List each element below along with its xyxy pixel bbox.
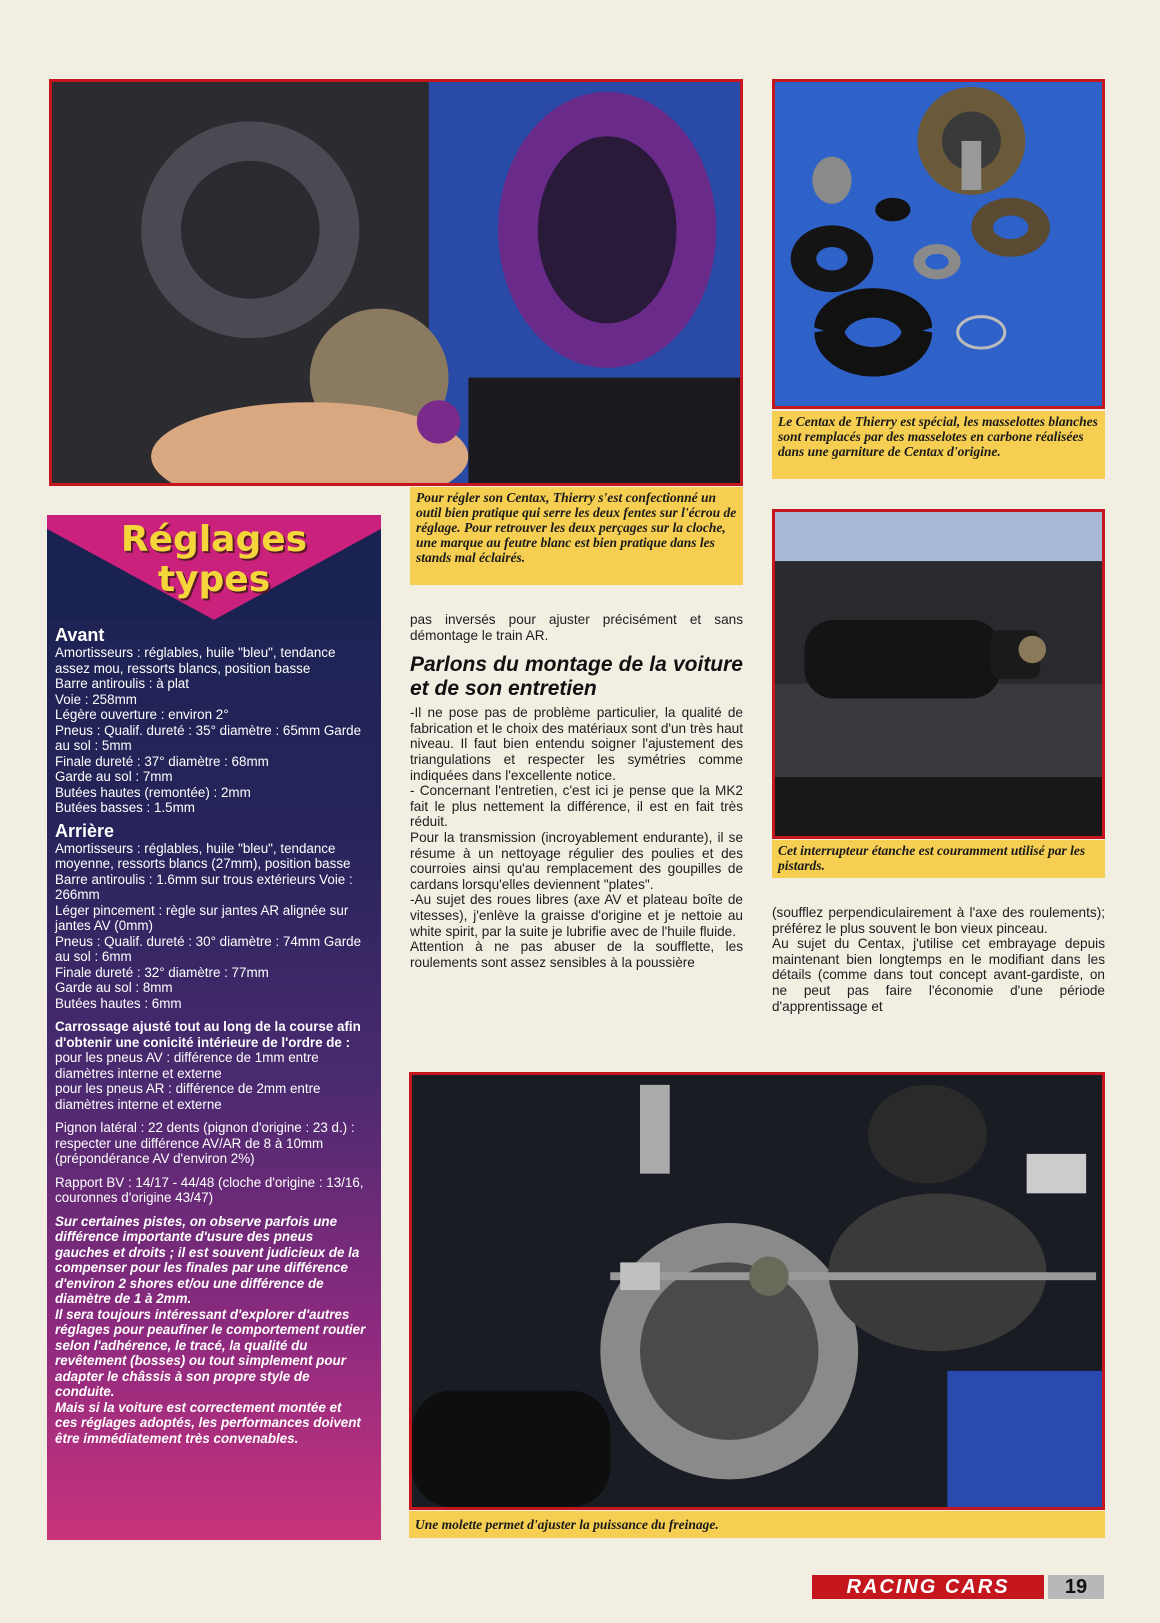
arriere-line: Amortisseurs : réglables, huile "bleu", tendance moyenne, ressorts blancs (27mm), position basse xyxy=(55,840,351,871)
avant-line: Amortisseurs : réglables, huile "bleu", tendance assez mou, ressorts blancs, position basse xyxy=(55,645,336,676)
article-paragraph: Au sujet du Centax, j'utilise cet embrayage depuis maintenant bien longtemps en le modifiant dans les détails (comme dans tout concept avant-gardiste, on ne peut pas faire l'économie d'une période d'apprentissage et xyxy=(772,936,1105,1014)
carrossage-line: pour les pneus AR : différence de 2mm entre diamètres interne et externe xyxy=(55,1081,321,1112)
article-paragraph: Pour la transmission (incroyablement endurante), il se résume à un nettoyage régulier des poulies et des courroies ainsi qu'au remplacement des goupilles de cardans lorsqu'elles deviennent "plates". xyxy=(410,829,743,892)
carrossage-line: pour les pneus AV : différence de 1mm entre diamètres interne et externe xyxy=(55,1050,319,1081)
carrossage-intro: Carrossage ajusté tout au long de la course afin d'obtenir une conicité intérieure de l'ordre de : xyxy=(55,1019,361,1050)
arriere-line: Pneus : Qualif. dureté : 30° diamètre : 74mm Garde au sol : 6mm xyxy=(55,933,362,964)
photo-centax-parts xyxy=(772,79,1105,409)
arriere-line: Finale dureté : 32° diamètre : 77mm xyxy=(55,964,269,980)
magazine-logo: RACING CARS xyxy=(812,1575,1044,1599)
rapport-text: Rapport BV : 14/17 - 44/48 (cloche d'origine : 13/16, couronnes d'origine 43/47) xyxy=(55,1174,364,1205)
avant-line: Légère ouverture : environ 2° xyxy=(55,707,229,722)
italic-paragraph: Sur certaines pistes, on observe parfois une différence importante d'usure des pneus gauches et droits ; il est souvent judicieux de la compenser pour les finales par une différence d'environ 2 shores et/ou une différence de diamètre de 1 à 2mm. xyxy=(55,1213,360,1306)
avant-line: Butées basses : 1.5mm xyxy=(55,800,195,815)
avant-line: Finale dureté : 37° diamètre : 68mm xyxy=(55,753,269,769)
arriere-line: Barre antiroulis : 1.6mm sur trous extérieurs Voie : 266mm xyxy=(55,871,353,902)
article-intro: pas inversés pour ajuster précisément et sans démontage le train AR. xyxy=(410,612,743,643)
arriere-line: Léger pincement : règle sur jantes AR alignée sur jantes AV (0mm) xyxy=(55,902,349,933)
avant-line: Butées hautes (remontée) : 2mm xyxy=(55,784,251,800)
article-paragraph: - Concernant l'entretien, c'est ici je pense que la MK2 fait le plus nettement la différence, il est en fait très réduit. xyxy=(410,783,743,830)
box-content xyxy=(55,620,367,1446)
avant-line: Pneus : Qualif. dureté : 35° diamètre : 65mm Garde au sol : 5mm xyxy=(55,722,362,753)
caption-interrupteur: Cet interrupteur étanche est couramment utilisé par les pistards. xyxy=(772,840,1105,878)
caption-centax-tool: Pour régler son Centax, Thierry s'est confectionné un outil bien pratique qui serre les deux fentes sur l'écrou de réglage. Pour retrouver les deux perçages sur la cloche, une marque au feutre blanc est bien pratique dans les stands mal éclairés. xyxy=(410,487,743,585)
box-title-line2: types xyxy=(157,559,271,600)
page-number: 19 xyxy=(1048,1575,1104,1599)
box-title-line1: Réglages xyxy=(120,519,308,560)
italic-paragraph: Mais si la voiture est correctement montée et ces réglages adoptés, les performances doivent être immédiatement très convenables. xyxy=(55,1399,361,1446)
photo-molette xyxy=(409,1072,1105,1510)
article-paragraph: -Au sujet des roues libres (axe AV et plateau boîte de vitesses), j'enlève la graisse d'origine et je nettoie au white spirit, par la suite je lubrifie avec de l'huile fluide. xyxy=(410,892,743,939)
box-title-zone xyxy=(47,515,381,620)
caption-molette: Une molette permet d'ajuster la puissance du freinage. xyxy=(409,1511,1105,1538)
article-column-middle xyxy=(410,612,743,970)
italic-paragraph: Il sera toujours intéressant d'explorer d'autres réglages pour peaufiner le comportement routier selon l'adhérence, le tracé, la qualité du revêtement (bosses) ou tout simplement pour adapter le châssis à son propre style de conduite. xyxy=(55,1306,366,1399)
caption-centax-special: Le Centax de Thierry est spécial, les masselottes blanches sont remplacés par des masselotes en carbone réalisées dans une garniture de Centax d'origine. xyxy=(772,411,1105,479)
article-paragraph: (soufflez perpendiculairement à l'axe des roulements); préférez le plus souvent le bon vieux pinceau. xyxy=(772,905,1105,936)
avant-heading: Avant xyxy=(55,625,105,645)
photo-interrupteur xyxy=(772,509,1105,839)
avant-line: Voie : 258mm xyxy=(55,691,137,707)
arriere-heading: Arrière xyxy=(55,820,115,841)
pignon-text: Pignon latéral : 22 dents (pignon d'origine : 23 d.) : respecter une différence AV/AR de 8 à 10mm (prépondérance AV d'environ 2%) xyxy=(55,1120,355,1166)
photo-centax-tool xyxy=(49,79,743,486)
reglages-types-box xyxy=(47,515,381,1540)
article-column-right xyxy=(772,905,1105,1014)
arriere-line: Garde au sol : 8mm xyxy=(55,980,173,995)
article-heading: Parlons du montage de la voiture et de son entretien xyxy=(410,653,743,701)
avant-line: Barre antiroulis : à plat xyxy=(55,676,189,691)
article-paragraph: Attention à ne pas abuser de la soufflette, les roulements sont assez sensibles à la poussière xyxy=(410,939,743,970)
arriere-line: Butées hautes : 6mm xyxy=(55,995,182,1011)
article-paragraph: -Il ne pose pas de problème particulier, la qualité de fabrication et le choix des matériaux sont d'un très haut niveau. Il faut bien entendu soigner l'ajustement des triangulations et respecter les symétries comme indiquées dans l'excellente notice. xyxy=(410,705,743,783)
avant-line: Garde au sol : 7mm xyxy=(55,769,173,784)
